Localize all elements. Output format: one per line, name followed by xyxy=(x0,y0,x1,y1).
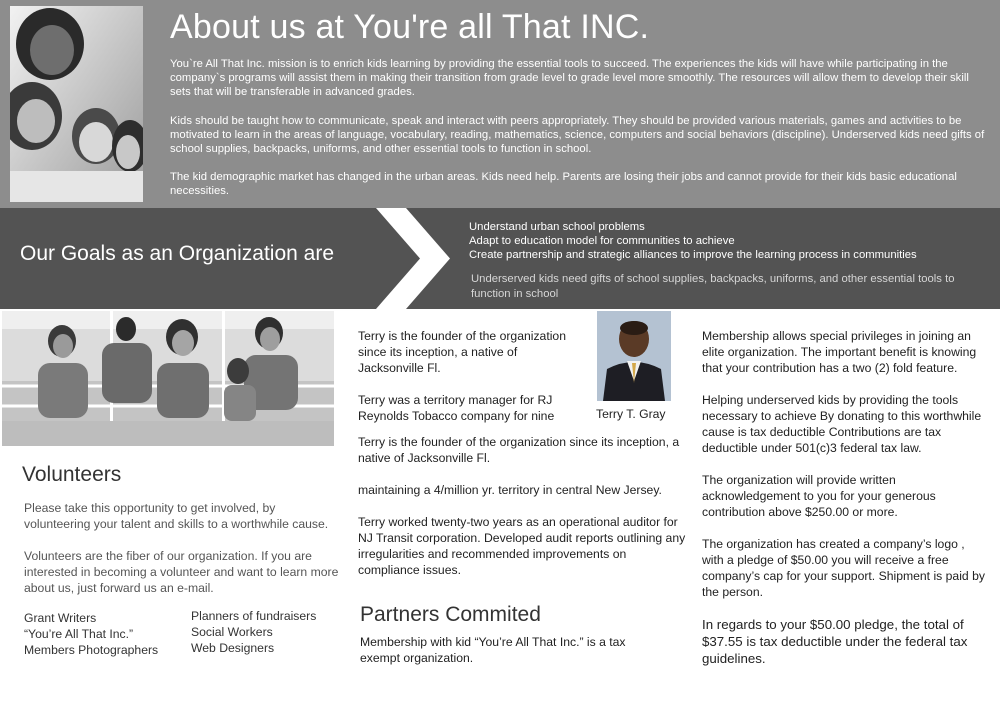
founder-paragraph: Terry was a territory manager for RJ Reynolds Tobacco company for nine xyxy=(358,393,555,423)
volunteers-title: Volunteers xyxy=(22,463,122,486)
about-paragraph: Kids should be taught how to communicate, speak and interact with peers appropriately. They should be provided various materials, games and activities to be motivated to learn in the areas of language, vocabulary, reading, mathematics, science, computers and social behaviors (discipline). Underserved kids need gifts of school supplies, backpacks, uniforms, and other essential tools to function in school. xyxy=(170,114,985,156)
membership-text xyxy=(702,328,987,683)
partners-title: Partners Commited xyxy=(360,603,541,626)
goals-list xyxy=(469,220,917,262)
volunteer-role: Planners of fundraisers xyxy=(191,609,317,623)
pledge-note: In regards to your $50.00 pledge, the total of $37.55 is tax deductible under the federal tax guidelines. xyxy=(702,617,968,666)
children-photo xyxy=(10,6,143,202)
volunteers-text xyxy=(24,500,342,612)
founder-paragraph: Terry is the founder of the organization since its inception, a native of Jacksonville Fl. xyxy=(358,329,566,375)
founder-photo xyxy=(597,311,671,401)
membership-paragraph: Helping underserved kids by providing the tools necessary to achieve By donating to this worthwhile cause is tax deductible Contributions are tax deductible under 501(c)3 federal tax law. xyxy=(702,393,982,455)
partners-text: Membership with kid “You’re All That Inc.” is a tax exempt organization. xyxy=(360,635,626,665)
founder-paragraph: maintaining a 4/million yr. territory in central New Jersey. xyxy=(358,483,662,497)
founder-paragraph: Terry worked twenty-two years as an operational auditor for NJ Transit corporation. Developed audit reports outlining any irregularities and recommended improvements on compliance issues. xyxy=(358,515,686,577)
goals-note: Underserved kids need gifts of school supplies, backpacks, uniforms, and other essential tools to function in school xyxy=(471,273,955,300)
volunteer-role: “You’re All That Inc.” xyxy=(24,627,134,641)
volunteers-paragraph: Volunteers are the fiber of our organization. If you are interested in becoming a volunteer and want to learn more about us, just forward us an e-mail. xyxy=(24,549,339,595)
founder-paragraph: Terry is the founder of the organization since its inception, a native of Jacksonville Fl. xyxy=(358,435,680,465)
membership-paragraph: The organization has created a company’s logo , with a pledge of $50.00 you will receive a free company’s cap for your support. Shipment is paid by the person. xyxy=(702,537,985,599)
goal-item: Adapt to education model for communities to achieve xyxy=(469,235,735,247)
goal-item: Create partnership and strategic alliances to improve the learning process in communities xyxy=(469,249,917,261)
volunteer-roles-col1 xyxy=(24,610,158,658)
membership-paragraph: The organization will provide written acknowledgement to you for your generous contribution above $250.00 or more. xyxy=(702,473,936,519)
volunteer-role: Grant Writers xyxy=(24,611,97,625)
goals-title: Our Goals as an Organization are xyxy=(20,242,334,265)
about-paragraph: The kid demographic market has changed in the urban areas. Kids need help. Parents are losing their jobs and cannot provide for their kids basic educational necessities. xyxy=(170,171,957,198)
founder-details xyxy=(358,434,686,594)
volunteers-paragraph: Please take this opportunity to get involved, by volunteering your talent and skills to a worthwhile cause. xyxy=(24,501,329,531)
chevron-right-icon xyxy=(376,208,456,309)
goal-item: Understand urban school problems xyxy=(469,221,645,233)
volunteer-role: Members Photographers xyxy=(24,643,159,657)
about-text xyxy=(170,57,990,213)
volunteer-roles-col2 xyxy=(191,608,316,656)
volunteer-role: Social Workers xyxy=(191,625,273,639)
membership-paragraph: Membership allows special privileges in joining an elite organization. The important benefit is knowing that your contribution has a two (2) fold feature. xyxy=(702,329,977,375)
founder-intro xyxy=(358,328,584,440)
volunteers-photo xyxy=(2,311,334,446)
volunteer-role: Web Designers xyxy=(191,641,275,655)
about-paragraph: You`re All That Inc. mission is to enrich kids learning by providing the essential tools to succeed. The experiences the kids will have while participating in the company`s programs will assist them in making their transition from grade level to grade level more smoothly. The resources will allow them to develop their skill sets that will be transferable in advanced grades. xyxy=(170,58,969,99)
founder-caption: Terry T. Gray xyxy=(596,407,666,421)
page-title: About us at You're all That INC. xyxy=(170,8,650,46)
